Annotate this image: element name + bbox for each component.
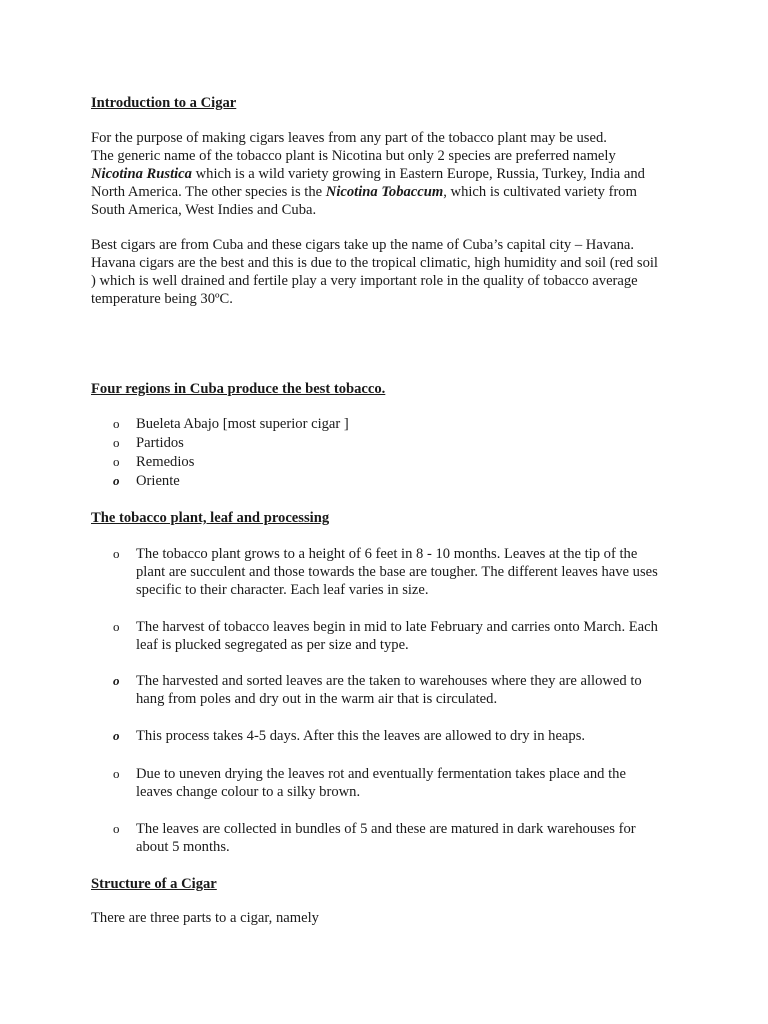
- text-line: temperature being 30ºC.: [91, 291, 233, 307]
- bullet-marker: o: [113, 728, 120, 743]
- text-line: South America, West Indies and Cuba.: [91, 202, 317, 218]
- text-line: specific to their character. Each leaf varies in size.: [136, 582, 429, 598]
- regions-heading: Four regions in Cuba produce the best tobacco.: [91, 381, 386, 397]
- species-name: Nicotina Tobaccum: [325, 184, 444, 200]
- text-line: about 5 months.: [136, 839, 230, 855]
- process-list-2: [113, 618, 658, 654]
- list-item: [113, 765, 626, 801]
- bullet-marker: o: [113, 454, 120, 469]
- list-item: [113, 434, 349, 452]
- bullet-marker: o: [113, 435, 120, 450]
- text-line: hang from poles and dry out in the warm air that is circulated.: [136, 691, 498, 707]
- text-line: The harvest of tobacco leaves begin in mid to late February and carries onto March. Each: [136, 619, 658, 635]
- text-line: The harvested and sorted leaves are the taken to warehouses where they are allowed to: [136, 673, 642, 689]
- bullet-marker: o: [113, 416, 120, 431]
- text-run: , which is cultivated variety from: [443, 184, 637, 200]
- text-line: Best cigars are from Cuba and these cigars take up the name of Cuba’s capital city – Havana.: [91, 237, 635, 253]
- intro-heading: Introduction to a Cigar: [91, 95, 237, 111]
- list-item: [113, 727, 585, 745]
- text-run: which is a wild variety growing in Eastern Europe, Russia, Turkey, India and: [191, 166, 645, 182]
- text-line: [91, 165, 691, 183]
- bullet-marker: o: [113, 766, 120, 781]
- process-list-4: [113, 727, 585, 745]
- text-line: leaf is plucked segregated as per size and type.: [136, 637, 409, 653]
- text-line: The tobacco plant grows to a height of 6 feet in 8 - 10 months. Leaves at the tip of the: [136, 546, 638, 562]
- region-label: Oriente: [136, 473, 180, 489]
- text-line: For the purpose of making cigars leaves from any part of the tobacco plant may be used.: [91, 130, 607, 146]
- process-list-1: [113, 545, 658, 599]
- intro-paragraph-2: [91, 236, 691, 308]
- bullet-marker: o: [113, 673, 120, 688]
- list-item: [113, 415, 349, 433]
- region-label: Remedios: [136, 454, 195, 470]
- bullet-marker: o: [113, 546, 120, 561]
- list-item: [113, 618, 658, 654]
- list-item: [113, 672, 642, 708]
- process-list-5: [113, 765, 626, 801]
- text-run: North America. The other species is the: [91, 184, 326, 200]
- list-item: [113, 545, 658, 599]
- text-line: This process takes 4-5 days. After this the leaves are allowed to dry in heaps.: [136, 728, 586, 744]
- list-item: [113, 453, 349, 471]
- text-line: [91, 183, 691, 201]
- process-list-3: [113, 672, 642, 708]
- region-label: Partidos: [136, 435, 184, 451]
- text-line: Due to uneven drying the leaves rot and eventually fermentation takes place and the: [136, 766, 626, 782]
- intro-paragraph-1: [91, 129, 691, 219]
- process-list-6: [113, 820, 636, 856]
- structure-heading: Structure of a Cigar: [91, 876, 217, 892]
- text-line: The generic name of the tobacco plant is Nicotina but only 2 species are preferred namely: [91, 148, 616, 164]
- text-line: ) which is well drained and fertile play a very important role in the quality of tobacco average: [91, 273, 638, 289]
- bullet-marker: o: [113, 821, 120, 836]
- list-item: [113, 472, 349, 490]
- regions-list: [113, 415, 349, 490]
- text-line: There are three parts to a cigar, namely: [91, 910, 319, 926]
- structure-paragraph: [91, 909, 691, 927]
- species-name: Nicotina Rustica: [91, 166, 192, 182]
- text-line: leaves change colour to a silky brown.: [136, 784, 361, 800]
- bullet-marker: o: [113, 619, 120, 634]
- list-item: [113, 820, 636, 856]
- plant-heading: The tobacco plant, leaf and processing: [91, 510, 330, 526]
- bullet-marker: o: [113, 473, 120, 488]
- text-line: The leaves are collected in bundles of 5 and these are matured in dark warehouses for: [136, 821, 636, 837]
- region-label: Bueleta Abajo [most superior cigar ]: [136, 416, 349, 432]
- text-line: Havana cigars are the best and this is due to the tropical climatic, high humidity and soil (red soil: [91, 255, 658, 271]
- text-line: plant are succulent and those towards the base are tougher. The different leaves have uses: [136, 564, 658, 580]
